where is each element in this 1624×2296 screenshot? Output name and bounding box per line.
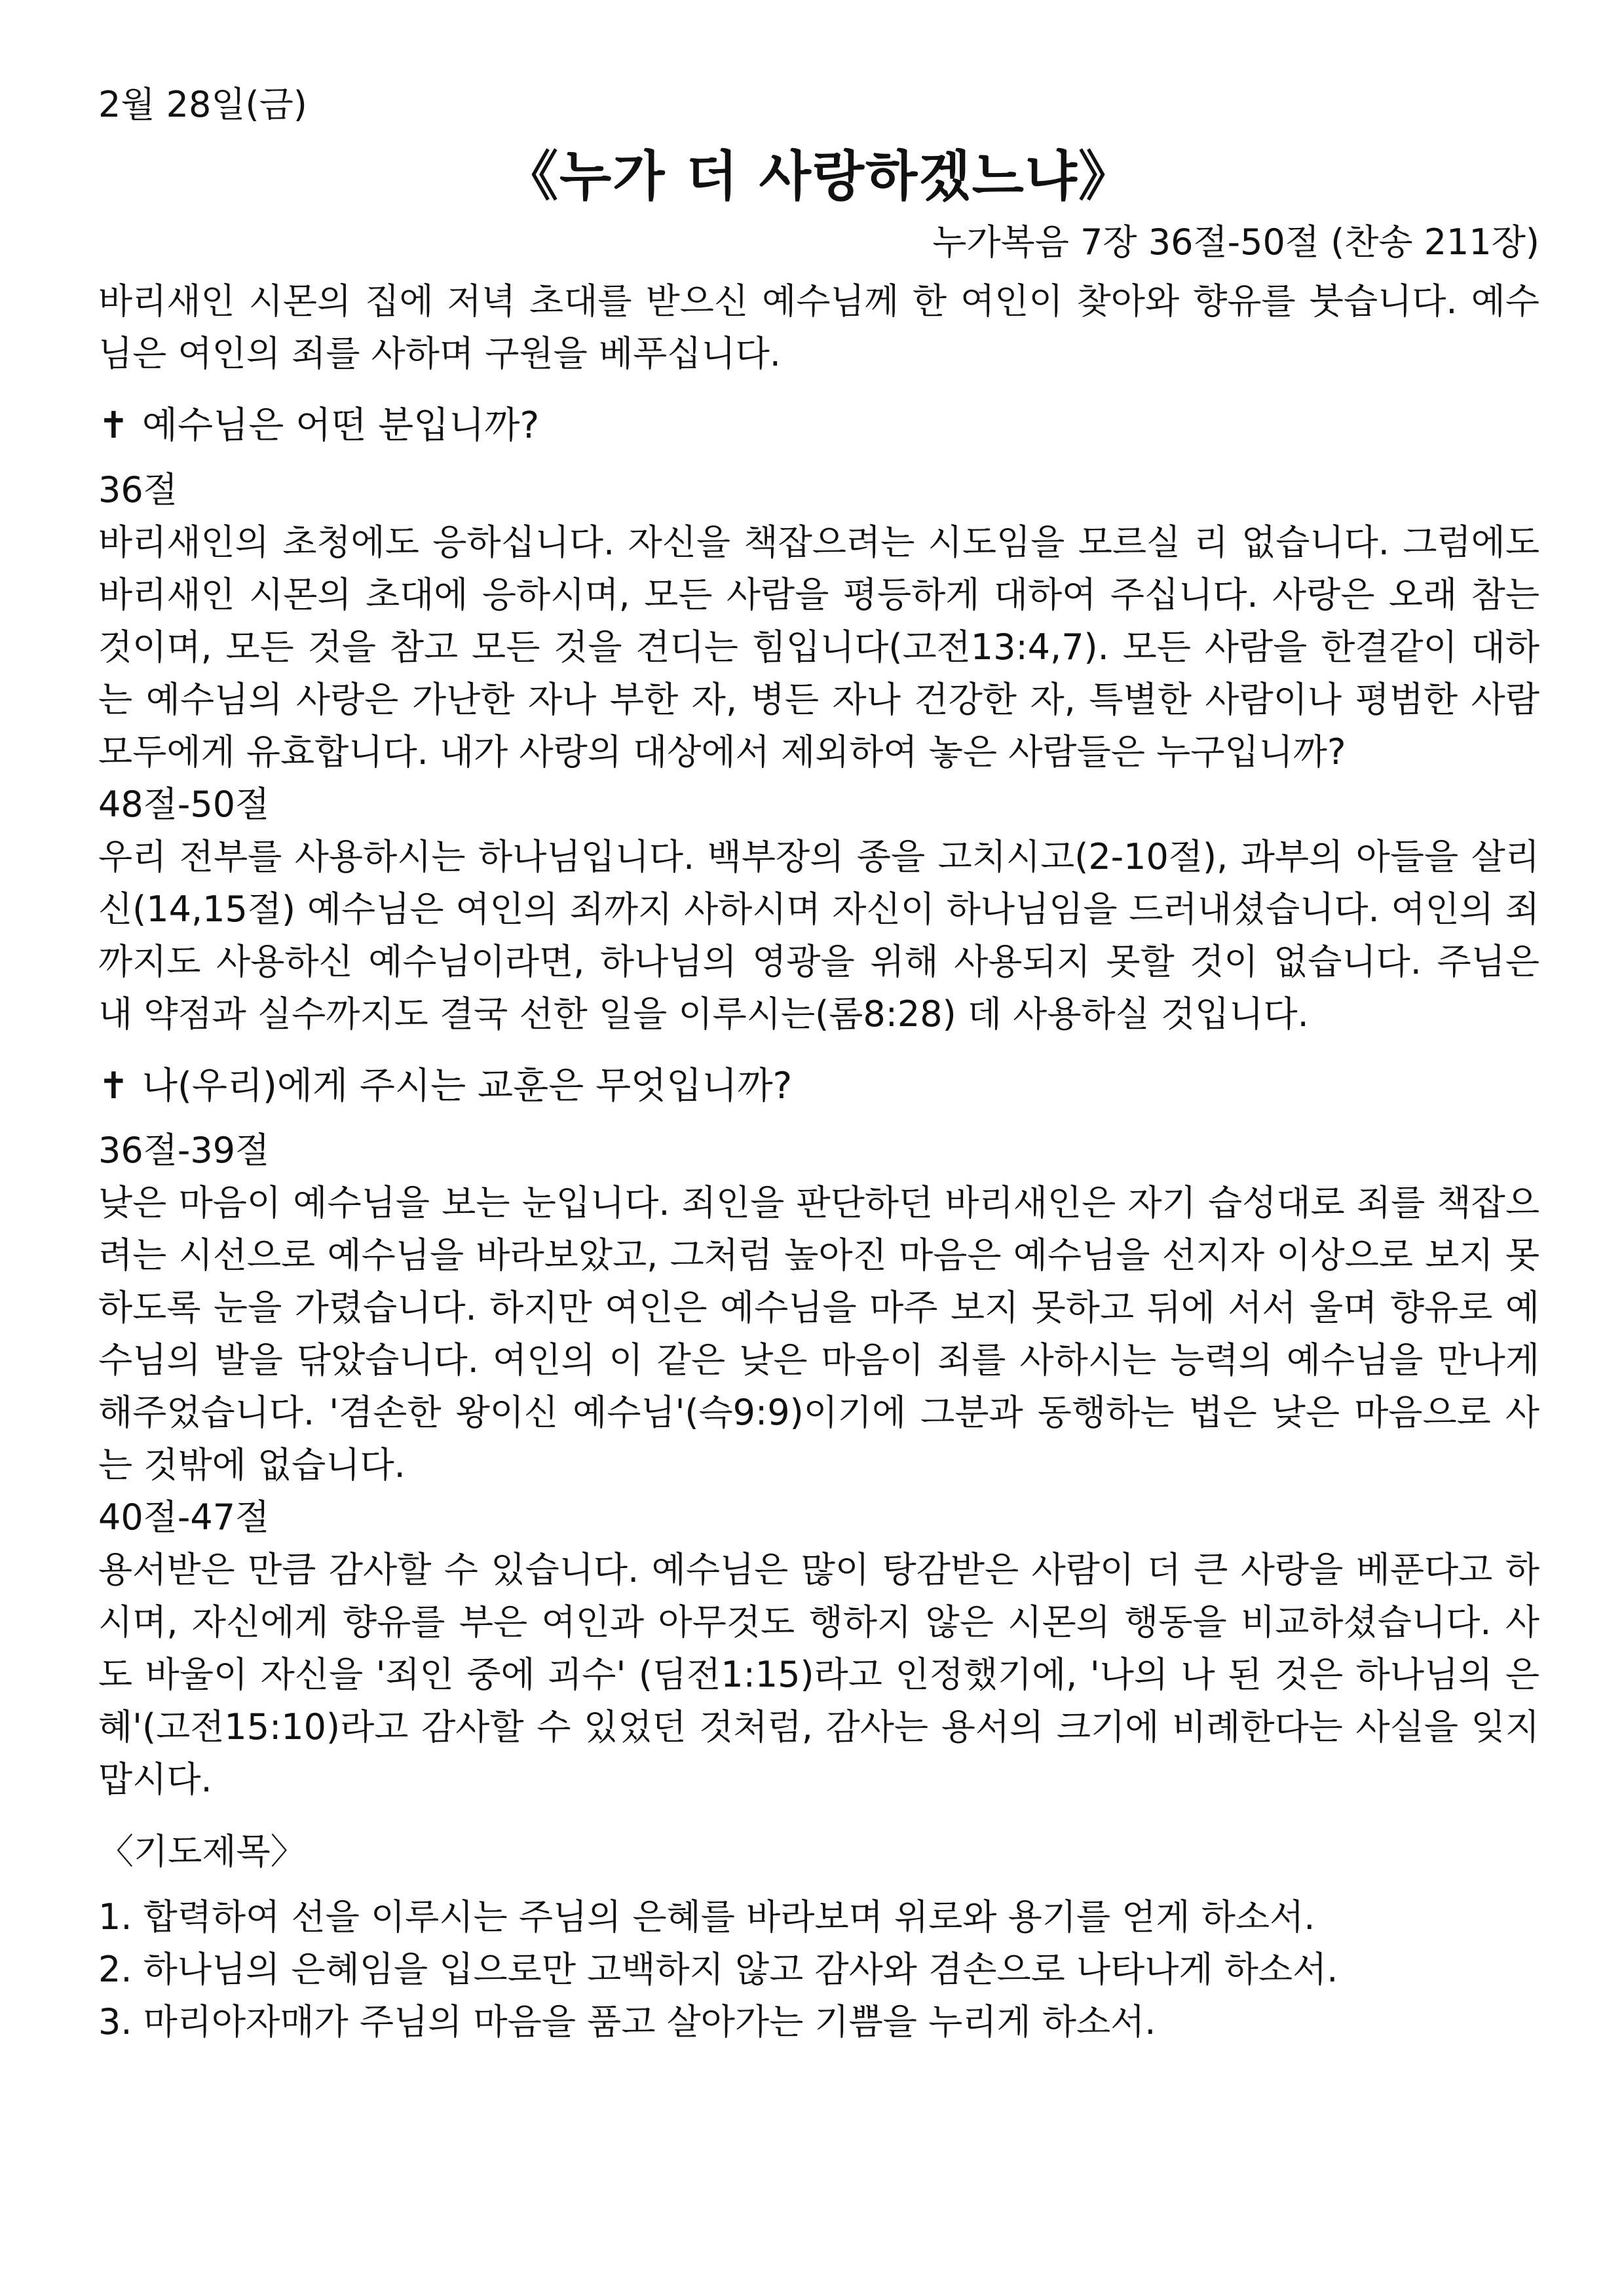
prayer-item: 3. 마리아자매가 주님의 마음을 품고 살아가는 기쁨을 누리게 하소서. <box>98 2001 1156 2042</box>
section-heading <box>98 400 1539 452</box>
intro-paragraph: 바리새인 시몬의 집에 저녁 초대를 받으신 예수님께 한 여인이 찾아와 향유를 붓습니다. 예수님은 여인의 죄를 사하며 구원을 베푸십니다. <box>98 280 1539 374</box>
section-heading-text: 예수님은 어떤 분입니까? <box>142 404 540 447</box>
verse-label: 36절-39절 <box>98 1130 270 1171</box>
devotional-page <box>98 79 1539 2048</box>
verse-paragraph: 바리새인의 초청에도 응하십니다. 자신을 책잡으려는 시도임을 모르실 리 없습니다. 그럼에도 바리새인 시몬의 초대에 응하시며, 모든 사람을 평등하게 대하여 주십니다. 사랑은 오래 참는 것이며, 모든 것을 참고 모든 것을 견디는 힘입니다(고전13:4,7). 모든 사람을 한결같이 대하는 예수님의 사랑은 가난한 자나 부한 자, 병든 자나 건강한 자, 특별한 사람이나 평범한 사람 모두에게 유효합니다. 내가 사랑의 대상에서 제외하여 놓은 사람들은 누구입니까? <box>98 522 1539 773</box>
prayer-list <box>98 1891 1539 2048</box>
page-title: 《누가 더 사랑하겠느냐》 <box>504 145 1133 208</box>
verse-label: 36절 <box>98 469 178 510</box>
date-label: 2월 28일(금) <box>98 84 307 125</box>
verse-paragraph: 낮은 마음이 예수님을 보는 눈입니다. 죄인을 판단하던 바리새인은 자기 습성대로 죄를 책잡으려는 시선으로 예수님을 바라보았고, 그처럼 높아진 마음은 예수님을 선지자 이상으로 보지 못하도록 눈을 가렸습니다. 하지만 여인은 예수님을 마주 보지 못하고 뒤에 서서 울며 향유로 예수님의 발을 닦았습니다. 여인의 이 같은 낮은 마음이 죄를 사하시는 능력의 예수님을 만나게 해주었습니다. '겸손한 왕이신 예수님'(슥9:9)이기에 그분과 동행하는 법은 낮은 마음으로 사는 것밖에 없습니다. <box>98 1182 1539 1485</box>
verse-paragraph: 용서받은 만큼 감사할 수 있습니다. 예수님은 많이 탕감받은 사람이 더 큰 사랑을 베푼다고 하시며, 자신에게 향유를 부은 여인과 아무것도 행하지 않은 시몬의 행동을 비교하셨습니다. 사도 바울이 자신을 '죄인 중에 괴수' (딤전1:15)라고 인정했기에, '나의 나 된 것은 하나님의 은혜'(고전15:10)라고 감사할 수 있었던 것처럼, 감사는 용서의 크기에 비례한다는 사실을 잊지 맙시다. <box>98 1549 1539 1800</box>
cross-icon: ✝ <box>98 404 129 447</box>
section-heading <box>98 1060 1539 1113</box>
prayer-item: 2. 하나님의 은혜임을 입으로만 고백하지 않고 감사와 겸손으로 나타나게 하소서. <box>98 1949 1338 1990</box>
section-who-is-jesus <box>98 400 1539 1041</box>
scripture-reference: 누가복음 7장 36절-50절 (찬송 211장) <box>932 221 1539 263</box>
verse-label: 40절-47절 <box>98 1497 270 1538</box>
prayer-item: 1. 합력하여 선을 이루시는 주님의 은혜를 바라보며 위로와 용기를 얻게 하소서. <box>98 1896 1315 1938</box>
prayer-title: 〈기도제목〉 <box>98 1831 306 1872</box>
section-lesson <box>98 1060 1539 1806</box>
section-heading-text: 나(우리)에게 주시는 교훈은 무엇입니까? <box>142 1065 793 1107</box>
verse-label: 48절-50절 <box>98 784 270 825</box>
verse-paragraph: 우리 전부를 사용하시는 하나님입니다. 백부장의 종을 고치시고(2-10절), 과부의 아들을 살리신(14,15절) 예수님은 여인의 죄까지 사하시며 자신이 하나님임을 드러내셨습니다. 여인의 죄까지도 사용하신 예수님이라면, 하나님의 영광을 위해 사용되지 못할 것이 없습니다. 주님은 내 약점과 실수까지도 결국 선한 일을 이루시는(롬8:28) 데 사용하실 것입니다. <box>98 836 1539 1035</box>
cross-icon: ✝ <box>98 1065 129 1107</box>
